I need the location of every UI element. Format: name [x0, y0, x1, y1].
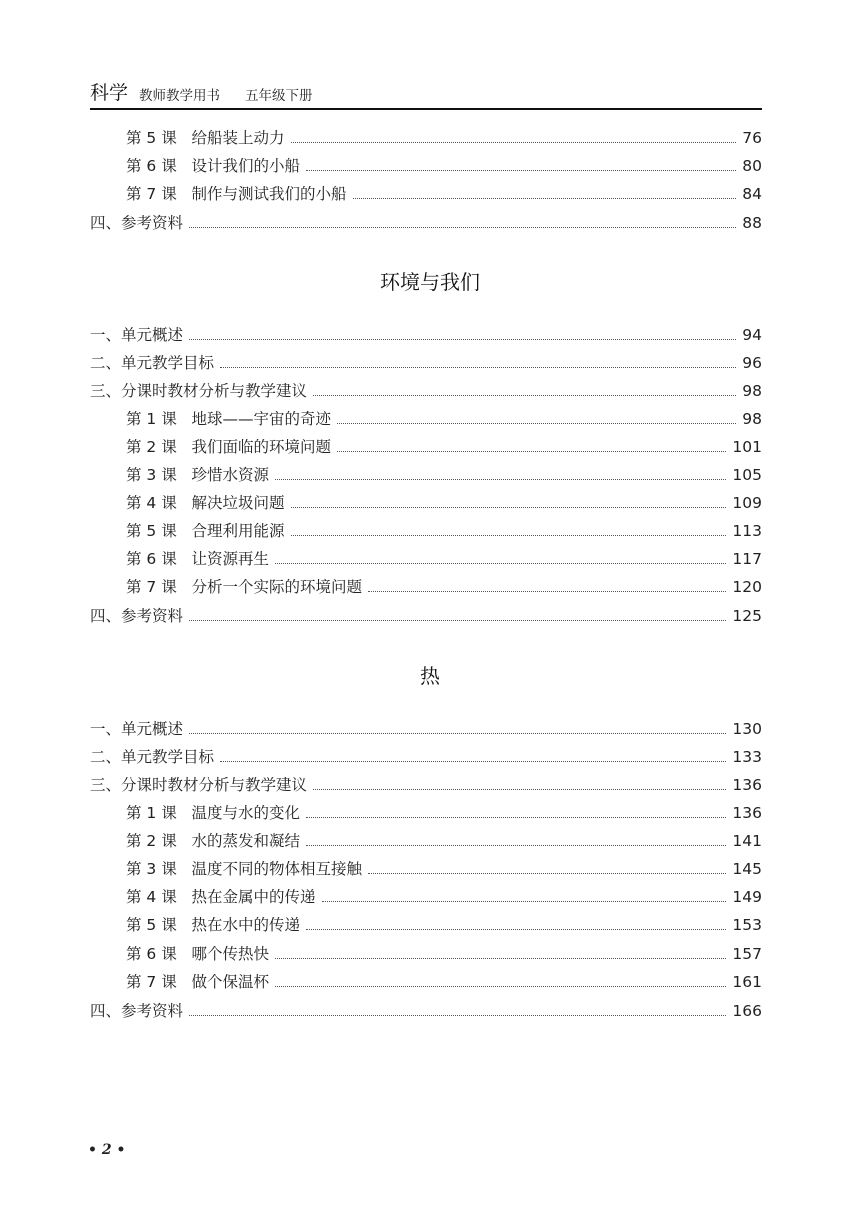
toc-entry-lesson[interactable] — [126, 545, 762, 569]
toc-entry-page: 130 — [732, 720, 762, 738]
dot-leader — [337, 423, 736, 424]
dot-leader — [368, 873, 726, 874]
toc-entry-label: 第 6 课 哪个传热快 — [126, 945, 269, 963]
toc-entry-label: 二、单元教学目标 — [90, 354, 215, 372]
toc-entry-label: 第 5 课 热在水中的传递 — [126, 916, 300, 934]
dot-leader — [275, 986, 726, 987]
dot-leader — [306, 170, 736, 171]
dot-leader — [291, 535, 727, 536]
toc-entry-page: 120 — [732, 578, 762, 596]
dot-leader — [337, 451, 726, 452]
dot-leader — [189, 227, 736, 228]
toc-entry-label: 一、单元概述 — [90, 720, 184, 738]
toc-entry-page: 105 — [732, 466, 762, 484]
dot-leader — [306, 817, 726, 818]
toc-entry-page: 84 — [742, 185, 762, 203]
toc-entry-label: 第 1 课 温度与水的变化 — [126, 804, 300, 822]
toc-entry-page: 98 — [742, 410, 762, 428]
page-number: • 2 • — [88, 1142, 126, 1158]
toc-entry-page: 109 — [732, 494, 762, 512]
dot-leader — [189, 339, 736, 340]
toc-entry-part[interactable] — [90, 771, 762, 795]
header-grade: 五年级下册 — [245, 88, 313, 104]
unit-title-heat: 热 — [420, 664, 440, 688]
toc-entry-lesson[interactable] — [126, 968, 762, 992]
toc-entry-label: 三、分课时教材分析与教学建议 — [90, 382, 308, 400]
toc-entry-label: 第 2 课 我们面临的环境问题 — [126, 438, 331, 456]
toc-entry-part[interactable] — [90, 209, 762, 233]
toc-entry-lesson[interactable] — [126, 461, 762, 485]
toc-entry-label: 四、参考资料 — [90, 1002, 184, 1020]
toc-entry-label: 第 5 课 合理利用能源 — [126, 522, 285, 540]
dot-leader — [291, 507, 727, 508]
toc-entry-page: 80 — [742, 157, 762, 175]
toc-entry-lesson[interactable] — [126, 405, 762, 429]
toc-entry-lesson[interactable] — [126, 855, 762, 879]
toc-entry-page: 161 — [732, 973, 762, 991]
toc-entry-label: 第 6 课 让资源再生 — [126, 550, 269, 568]
toc-entry-lesson[interactable] — [126, 573, 762, 597]
toc-entry-page: 157 — [732, 945, 762, 963]
toc-entry-page: 136 — [732, 776, 762, 794]
toc-entry-part[interactable] — [90, 349, 762, 373]
toc-entry-part[interactable] — [90, 743, 762, 767]
toc-entry-page: 96 — [742, 354, 762, 372]
toc-entry-part[interactable] — [90, 715, 762, 739]
toc-entry-label: 一、单元概述 — [90, 326, 184, 344]
toc-entry-lesson[interactable] — [126, 489, 762, 513]
toc-entry-label: 四、参考资料 — [90, 214, 184, 232]
toc-entry-label: 第 6 课 设计我们的小船 — [126, 157, 300, 175]
toc-entry-page: 136 — [732, 804, 762, 822]
toc-entry-lesson[interactable] — [126, 883, 762, 907]
toc-entry-page: 153 — [732, 916, 762, 934]
toc-entry-page: 101 — [732, 438, 762, 456]
toc-entry-label: 二、单元教学目标 — [90, 748, 215, 766]
toc-entry-label: 第 5 课 给船装上动力 — [126, 129, 285, 147]
toc-entry-lesson[interactable] — [126, 911, 762, 935]
toc-entry-page: 113 — [732, 522, 762, 540]
toc-entry-page: 145 — [732, 860, 762, 878]
header-subject: 科学 — [90, 82, 129, 104]
toc-entry-label: 第 3 课 温度不同的物体相互接触 — [126, 860, 362, 878]
unit-title-environment: 环境与我们 — [380, 270, 480, 294]
toc-entry-lesson[interactable] — [126, 827, 762, 851]
toc-entry-lesson[interactable] — [126, 180, 762, 204]
toc-entry-page: 149 — [732, 888, 762, 906]
header-book-title: 教师教学用书 — [139, 88, 220, 104]
toc-entry-lesson[interactable] — [126, 152, 762, 176]
toc-entry-part[interactable] — [90, 321, 762, 345]
toc-entry-label: 第 1 课 地球——宇宙的奇迹 — [126, 410, 331, 428]
dot-leader — [275, 563, 726, 564]
toc-entry-label: 第 7 课 分析一个实际的环境问题 — [126, 578, 362, 596]
toc-entry-page: 141 — [732, 832, 762, 850]
toc-entry-label: 第 4 课 热在金属中的传递 — [126, 888, 316, 906]
dot-leader — [322, 901, 727, 902]
toc-entry-label: 第 7 课 做个保温杯 — [126, 973, 269, 991]
toc-entry-label: 第 4 课 解决垃圾问题 — [126, 494, 285, 512]
dot-leader — [189, 620, 726, 621]
dot-leader — [306, 929, 726, 930]
toc-entry-label: 第 3 课 珍惜水资源 — [126, 466, 269, 484]
running-header — [90, 78, 762, 110]
dot-leader — [313, 395, 736, 396]
dot-leader — [313, 789, 726, 790]
toc-entry-label: 第 7 课 制作与测试我们的小船 — [126, 185, 347, 203]
toc-entry-label: 四、参考资料 — [90, 607, 184, 625]
toc-entry-lesson[interactable] — [126, 433, 762, 457]
dot-leader — [275, 958, 726, 959]
dot-leader — [189, 1015, 726, 1016]
toc-entry-lesson[interactable] — [126, 940, 762, 964]
toc-entry-page: 76 — [742, 129, 762, 147]
toc-entry-lesson[interactable] — [126, 124, 762, 148]
toc-entry-page: 117 — [732, 550, 762, 568]
toc-entry-label: 第 2 课 水的蒸发和凝结 — [126, 832, 300, 850]
dot-leader — [306, 845, 726, 846]
toc-entry-part[interactable] — [90, 377, 762, 401]
dot-leader — [220, 761, 726, 762]
dot-leader — [291, 142, 737, 143]
toc-entry-page: 125 — [732, 607, 762, 625]
toc-entry-page: 166 — [732, 1002, 762, 1020]
dot-leader — [189, 733, 726, 734]
dot-leader — [353, 198, 737, 199]
toc-entry-page: 133 — [732, 748, 762, 766]
toc-entry-part[interactable] — [90, 997, 762, 1021]
toc-entry-lesson[interactable] — [126, 799, 762, 823]
toc-entry-page: 88 — [742, 214, 762, 232]
toc-entry-part[interactable] — [90, 602, 762, 626]
toc-entry-page: 94 — [742, 326, 762, 344]
dot-leader — [368, 591, 726, 592]
toc-entry-page: 98 — [742, 382, 762, 400]
toc-entry-lesson[interactable] — [126, 517, 762, 541]
toc-entry-label: 三、分课时教材分析与教学建议 — [90, 776, 308, 794]
dot-leader — [220, 367, 736, 368]
dot-leader — [275, 479, 726, 480]
